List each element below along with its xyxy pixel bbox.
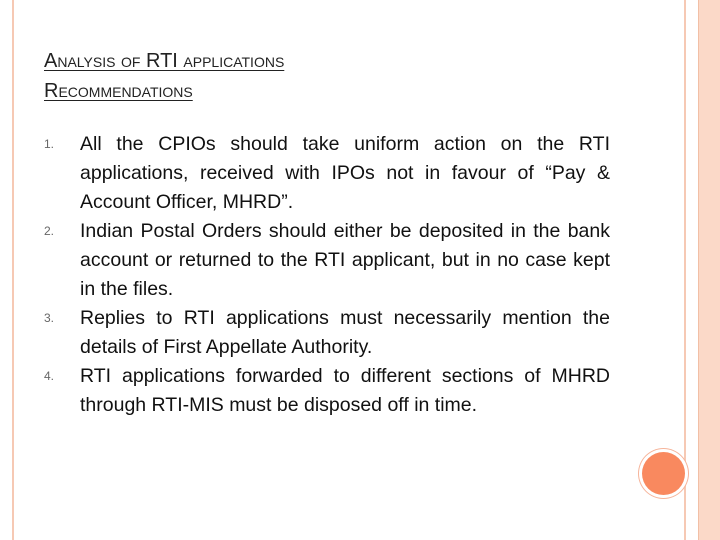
item-text: RTI applications forwarded to different sections of MHRD through RTI-MIS must be disposed off in time. — [80, 365, 610, 416]
title-line-1 — [44, 46, 284, 76]
item-text: All the CPIOs should take uniform action on the RTI applications, received with IPOs not in favour of “Pay & Account Officer, MHRD”. — [80, 133, 610, 213]
item-number: 2. — [44, 224, 55, 238]
title-line-2: Recommendations — [44, 80, 193, 102]
item-number: 1. — [44, 137, 55, 151]
right-decorative-stripe — [698, 0, 720, 540]
list-item — [44, 130, 610, 217]
list-item — [44, 304, 610, 362]
slide-title — [44, 46, 284, 106]
orange-circle-decoration — [642, 452, 685, 495]
item-text: Replies to RTI applications must necessarily mention the details of First Appellate Authority. — [80, 307, 610, 358]
title-prefix: Analysis of RTI applications — [44, 50, 285, 72]
list-item — [44, 217, 610, 304]
item-number: 3. — [44, 311, 55, 325]
list-item — [44, 362, 610, 420]
item-text: Indian Postal Orders should either be deposited in the bank account or returned to the RTI applicant, but in no case kept in the files. — [80, 220, 610, 300]
recommendation-list — [44, 130, 610, 420]
item-number: 4. — [44, 369, 55, 383]
